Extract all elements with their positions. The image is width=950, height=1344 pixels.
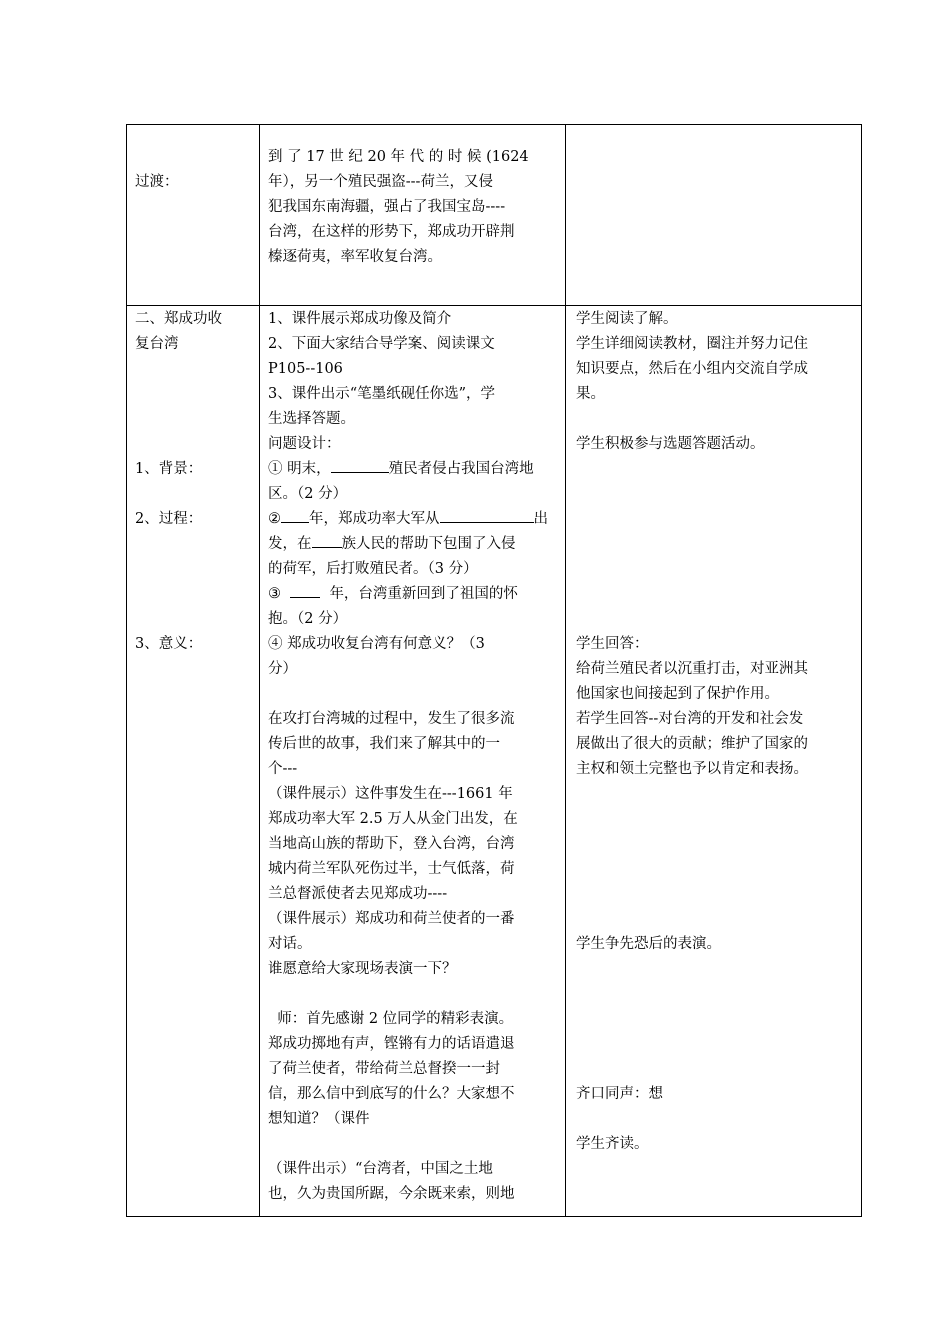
q1-suffix: 殖民者侵占我国台湾地 — [388, 461, 534, 477]
mid-line-4: 3、课件出示“笔墨纸砚任你选”，学 — [268, 386, 496, 402]
column-divider-2 — [565, 125, 566, 1216]
q2-prefix: ② — [268, 511, 281, 527]
meaning-label: 3、意义： — [135, 636, 203, 652]
story-line-2: 传后世的故事，我们来了解其中的一 — [268, 736, 500, 752]
transition-line-5: 榛逐荷夷，率军收复台湾。 — [268, 249, 442, 265]
student-line-14: 学生齐读。 — [576, 1136, 649, 1152]
q2-middle: 年，郑成功率大军从 — [309, 511, 440, 527]
mid-line-6: 问题设计： — [268, 436, 341, 452]
row-divider — [127, 305, 861, 306]
student-line-9: 若学生回答--对台湾的开发和社会发 — [576, 711, 804, 727]
section-title-line-2: 复台湾 — [135, 336, 179, 352]
story-line-15: 信，那么信中到底写的什么？大家想不 — [268, 1086, 515, 1102]
section-title-line-1: 二、郑成功收 — [135, 311, 222, 327]
column-divider-1 — [259, 125, 260, 1216]
student-line-4: 果。 — [576, 386, 605, 402]
question-2-line-1 — [268, 507, 548, 532]
student-line-8: 他国家也间接起到了保护作用。 — [576, 686, 779, 702]
q3-prefix: ③ — [268, 586, 281, 602]
transition-line-1: 到 了 17 世 纪 20 年 代 的 时 候 (1624 — [268, 149, 529, 165]
q2-place-blank — [440, 507, 534, 523]
story-line-11: 谁愿意给大家现场表演一下？ — [268, 961, 457, 977]
transition-line-2: 年），另一个殖民强盗---荷兰，又侵 — [268, 174, 493, 190]
process-label: 2、过程： — [135, 511, 203, 527]
question-1-line-1 — [268, 457, 534, 482]
story-line-4: （课件展示）这件事发生在---1661 年 — [268, 786, 513, 802]
q2b-suffix: 族人民的帮助下包围了入侵 — [341, 536, 516, 552]
student-line-12: 学生争先恐后的表演。 — [576, 936, 721, 952]
story-line-12: 师：首先感谢 2 位同学的精彩表演。 — [268, 1011, 514, 1027]
transition-line-3: 犯我国东南海疆，强占了我国宝岛---- — [268, 199, 506, 215]
story-line-3: 个--- — [268, 761, 298, 777]
q2-suffix: 出 — [533, 511, 548, 527]
student-line-5: 学生积极参与选题答题活动。 — [576, 436, 765, 452]
question-4-line-1: ④ 郑成功收复台湾有何意义？（3 — [268, 636, 485, 652]
question-4-line-2: 分） — [268, 661, 297, 677]
story-line-9: （课件展示）郑成功和荷兰使者的一番 — [268, 911, 515, 927]
story-line-7: 城内荷兰军队死伤过半，士气低落，荷 — [268, 861, 515, 877]
student-line-7: 给荷兰殖民者以沉重打击，对亚洲其 — [576, 661, 808, 677]
story-line-13: 郑成功掷地有声，铿锵有力的话语遣退 — [268, 1036, 515, 1052]
student-line-10: 展做出了很大的贡献；维护了国家的 — [576, 736, 808, 752]
student-line-11: 主权和领土完整也予以肯定和表扬。 — [576, 761, 808, 777]
q3-suffix: 年，台湾重新回到了祖国的怀 — [329, 586, 518, 602]
story-line-16: 想知道？（课件 — [268, 1111, 370, 1127]
student-line-2: 学生详细阅读教材，圈注并努力记住 — [576, 336, 808, 352]
q2-ethnic-blank — [312, 532, 342, 548]
student-line-3: 知识要点，然后在小组内交流自学成 — [576, 361, 808, 377]
question-2-line-2 — [268, 532, 516, 557]
story-line-6: 当地高山族的帮助下，登入台湾，台湾 — [268, 836, 515, 852]
q3-blank — [290, 582, 320, 598]
mid-line-3: P105--106 — [268, 361, 343, 377]
story-line-17: （课件出示）“台湾者，中国之土地 — [268, 1161, 493, 1177]
background-label: 1、背景： — [135, 461, 203, 477]
story-line-1: 在攻打台湾城的过程中，发生了很多流 — [268, 711, 515, 727]
q1-prefix: ① 明末， — [268, 461, 331, 477]
mid-line-1: 1、课件展示郑成功像及简介 — [268, 311, 452, 327]
transition-line-4: 台湾，在这样的形势下，郑成功开辟荆 — [268, 224, 515, 240]
question-2-line-3: 的荷军，后打败殖民者。（3 分） — [268, 561, 478, 577]
mid-line-5: 生选择答题。 — [268, 411, 355, 427]
transition-label: 过渡： — [135, 174, 179, 190]
q2-year-blank — [281, 507, 309, 523]
question-3-line-1 — [268, 582, 518, 607]
mid-line-2: 2、下面大家结合导学案、阅读课文 — [268, 336, 495, 352]
student-line-6: 学生回答： — [576, 636, 649, 652]
question-1-line-2: 区。（2 分） — [268, 486, 348, 502]
q1-blank — [331, 457, 389, 473]
q2b-prefix: 发，在 — [268, 536, 312, 552]
story-line-10: 对话。 — [268, 936, 312, 952]
student-line-13: 齐口同声：想 — [576, 1086, 663, 1102]
question-3-line-2: 抱。（2 分） — [268, 611, 348, 627]
story-line-5: 郑成功率大军 2.5 万人从金门出发，在 — [268, 811, 518, 827]
story-line-14: 了荷兰使者，带给荷兰总督揆一一封 — [268, 1061, 500, 1077]
story-line-8: 兰总督派使者去见郑成功---- — [268, 886, 448, 902]
student-line-1: 学生阅读了解。 — [576, 311, 678, 327]
story-line-18: 也，久为贵国所踞，今余既来索，则地 — [268, 1186, 515, 1202]
